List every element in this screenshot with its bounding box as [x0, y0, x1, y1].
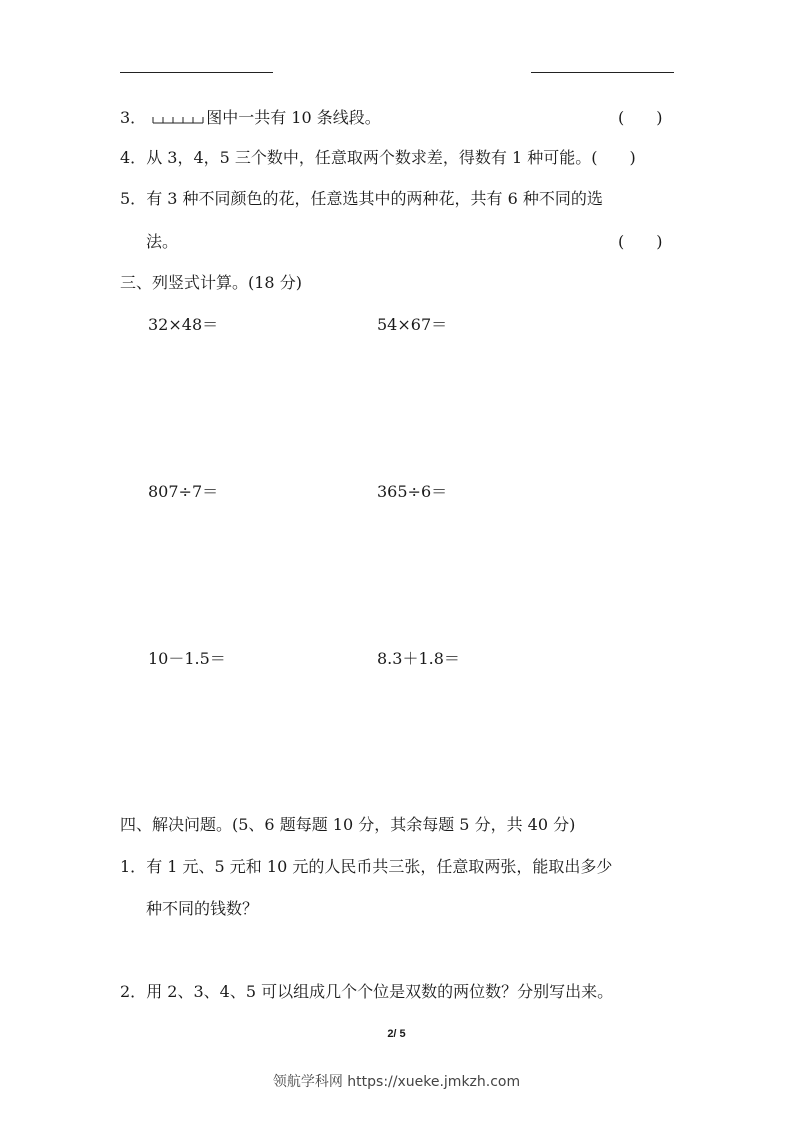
- question-number: 1．: [120, 857, 147, 876]
- header-rule-left: [120, 72, 273, 73]
- problem-1: [120, 857, 612, 877]
- answer-paren-3[interactable]: ( ): [618, 108, 663, 127]
- expression-6: 8.3＋1.8＝: [377, 649, 460, 668]
- page-number: 2/ 5: [387, 1028, 406, 1040]
- question-number: 2．: [120, 982, 147, 1001]
- question-text: 用 2、3、4、5 可以组成几个个位是双数的两位数？分别写出来。: [146, 982, 614, 1001]
- expression-3: 807÷7＝: [148, 482, 219, 501]
- judge-question-3: [120, 108, 381, 128]
- judge-question-4: [120, 148, 636, 168]
- header-rule-right: [531, 72, 674, 73]
- question-text: 从 3，4，5 三个数中，任意取两个数求差，得数有 1 种可能。( ): [146, 148, 636, 167]
- expression-2: 54×67＝: [377, 315, 448, 334]
- question-number: 3．: [120, 108, 147, 127]
- judge-question-5-line2: 法。: [146, 232, 179, 251]
- expression-4: 365÷6＝: [377, 482, 448, 501]
- question-number: 4．: [120, 148, 147, 167]
- question-text-line1: 有 3 种不同颜色的花，任意选其中的两种花，共有 6 种不同的选: [146, 189, 603, 208]
- question-text: 图中一共有 10 条线段。: [206, 108, 381, 127]
- expression-1: 32×48＝: [148, 315, 219, 334]
- problem-1-line2: 种不同的钱数？: [146, 899, 259, 918]
- answer-paren-5[interactable]: ( ): [618, 232, 663, 251]
- question-number: 5．: [120, 189, 147, 208]
- judge-question-5: [120, 189, 603, 209]
- problem-2: [120, 982, 613, 1002]
- segment-figure: [152, 113, 204, 125]
- expression-5: 10－1.5＝: [148, 649, 226, 668]
- question-text-line1: 有 1 元、5 元和 10 元的人民币共三张，任意取两张，能取出多少: [146, 857, 613, 876]
- site-watermark: 领航学科网 https://xueke.jmkzh.com: [272, 1074, 521, 1090]
- section-3-heading: 三、列竖式计算。(18 分): [120, 273, 302, 292]
- section-4-heading: 四、解决问题。(5、6 题每题 10 分，其余每题 5 分，共 40 分): [120, 815, 576, 834]
